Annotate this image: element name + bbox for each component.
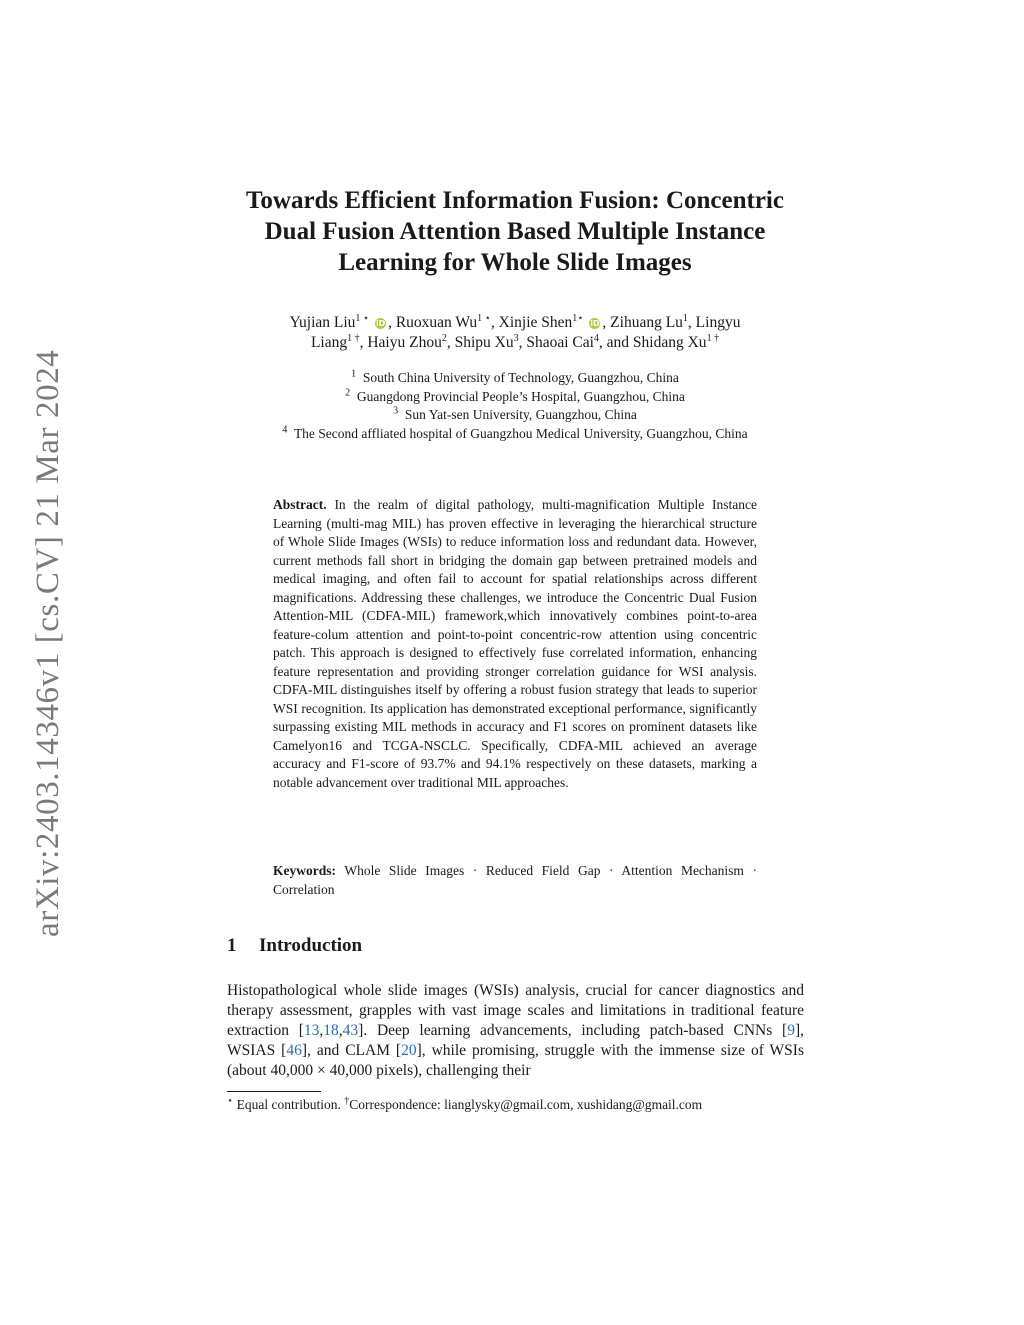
author-sup: 4 (593, 332, 599, 344)
keywords-text: Whole Slide Images · Reduced Field Gap · Attention Mechanism · Correlation (273, 863, 757, 897)
affiliation (200, 406, 830, 425)
body-text-run: ], and CLAM [ (301, 1042, 402, 1059)
affiliation (200, 388, 830, 407)
author-name: , Zihuang Lu (602, 314, 683, 331)
citation-link[interactable]: 18 (323, 1022, 339, 1039)
author-name: , Haiyu Zhou (359, 334, 442, 351)
author-sup: 1 ⋆ (355, 312, 370, 324)
affiliation-text: Sun Yat-sen University, Guangzhou, China (404, 407, 637, 422)
body-text-run: ], WSIAS [ (227, 1022, 804, 1059)
footnote (227, 1096, 817, 1114)
section-heading (227, 935, 362, 957)
affiliation-number: 2 (345, 387, 351, 398)
citation-separator: , (319, 1022, 324, 1039)
citation-link[interactable]: 20 (401, 1042, 417, 1059)
section-number: 1 (227, 935, 237, 956)
keywords (273, 862, 757, 899)
title-line-2: Dual Fusion Attention Based Multiple Instance (264, 218, 766, 245)
author-line-1 (220, 313, 810, 333)
author-sup: 1 † (347, 332, 360, 344)
author-name: , Xinjie Shen (490, 314, 573, 331)
footnote-rule (227, 1091, 321, 1092)
author-name: Yujian Liu (289, 314, 356, 331)
author-list (220, 313, 810, 353)
author-name: , Ruoxuan Wu (388, 314, 478, 331)
affiliation (200, 369, 830, 388)
arxiv-side-stamp: arXiv:2403.14346v1 [cs.CV] 21 Mar 2024 (30, 349, 66, 937)
affiliation-text: The Second affliated hospital of Guangzhou Medical University, Guangzhou, China (293, 425, 748, 441)
abstract-text: In the realm of digital pathology, multi-magnification Multiple Instance Learning (multi-mag MIL) has proven effective in leveraging the hierarchical structure of Whole Slide Images (WSIs) to reduce information loss and redundant data. However, current methods fall short in bridging the domain gap between pretrained models and medical imaging, and often fail to account for spatial relationships across different magnifications. Addressing these challenges, we introduce the Concentric Dual Fusion Attention-MIL (CDFA-MIL) framework,which innovatively combines point-to-area feature-colum attention and point-to-point concentric-row attention using concentric patch. This approach is designed to effectively fuse correlated information, enhancing feature representation and providing stronger correlation guidance for WSI analysis. CDFA-MIL distinguishes itself by offering a robust fusion strategy that leads to superior WSI recognition. Its application has demonstrated exceptional performance, significantly surpassing existing MIL methods in accuracy and F1 scores on prominent datasets like Camelyon16 and TCGA-NSCLC. Specifically, CDFA-MIL achieved an average accuracy and F1-score of 93.7% and 94.1% respectively on these datasets, marking a notable advancement over traditional MIL approaches. (273, 497, 758, 790)
paper-title (200, 185, 830, 278)
author-sup: 1⋆ (572, 312, 584, 324)
keywords-label: Keywords: (273, 863, 336, 878)
author-sup: 3 (513, 332, 519, 344)
citation-separator: , (338, 1022, 343, 1039)
author-name: , Shaoai Cai (518, 334, 594, 351)
affiliation-list (200, 369, 830, 443)
affiliation-number: 1 (351, 368, 357, 380)
affiliation-number: 3 (393, 405, 399, 417)
citation-link[interactable]: 43 (342, 1022, 359, 1039)
author-sup: 1 ⋆ (477, 312, 491, 324)
section-title: Introduction (259, 935, 363, 956)
title-line-3: Learning for Whole Slide Images (338, 249, 692, 276)
citation-link[interactable]: 9 (787, 1022, 795, 1039)
body-text-run: Histopathological whole slide images (WSIs) analysis, crucial for cancer diagnostics and therapy assessment, grapples with vast image scales and limitations in traditional feature extraction [ (227, 982, 804, 1039)
author-name: Liang (310, 334, 348, 351)
orcid-icon[interactable]: iD (375, 319, 386, 328)
author-sup: 1 † (706, 332, 720, 344)
citation-link[interactable]: 46 (286, 1042, 302, 1059)
abstract-label: Abstract. (273, 497, 327, 512)
body-text-run: ], while promising, struggle with the immense size of WSIs (about 40,000 × 40,000 pixels), challenging their (227, 1042, 804, 1079)
footnote-dagger: † (344, 1095, 350, 1107)
author-sup: 2 (441, 332, 447, 344)
abstract (273, 496, 757, 792)
affiliation (200, 425, 830, 444)
affiliation-text: Guangdong Provincial People’s Hospital, Guangzhou, China (356, 388, 685, 404)
footnote-text: Equal contribution. (233, 1097, 345, 1112)
author-name: , Lingyu (687, 314, 741, 331)
title-line-1: Towards Efficient Information Fusion: Concentric (246, 187, 784, 214)
citation-link[interactable]: 13 (303, 1022, 320, 1039)
footnote-correspondence: Correspondence: lianglysky@gmail.com, xushidang@gmail.com (349, 1097, 703, 1112)
affiliation-text: South China University of Technology, Guangzhou, China (362, 370, 679, 385)
author-line-2 (220, 333, 810, 353)
footnote-star: ⋆ (227, 1095, 234, 1107)
author-name: , Shipu Xu (446, 334, 514, 351)
author-sup: 1 (682, 312, 688, 324)
orcid-icon[interactable]: iD (590, 319, 600, 328)
intro-paragraph (227, 981, 804, 1081)
affiliation-number: 4 (282, 424, 288, 435)
author-name: , and Shidang Xu (598, 334, 707, 351)
body-text-run: ]. Deep learning advancements, including patch-based CNNs [ (358, 1022, 788, 1039)
